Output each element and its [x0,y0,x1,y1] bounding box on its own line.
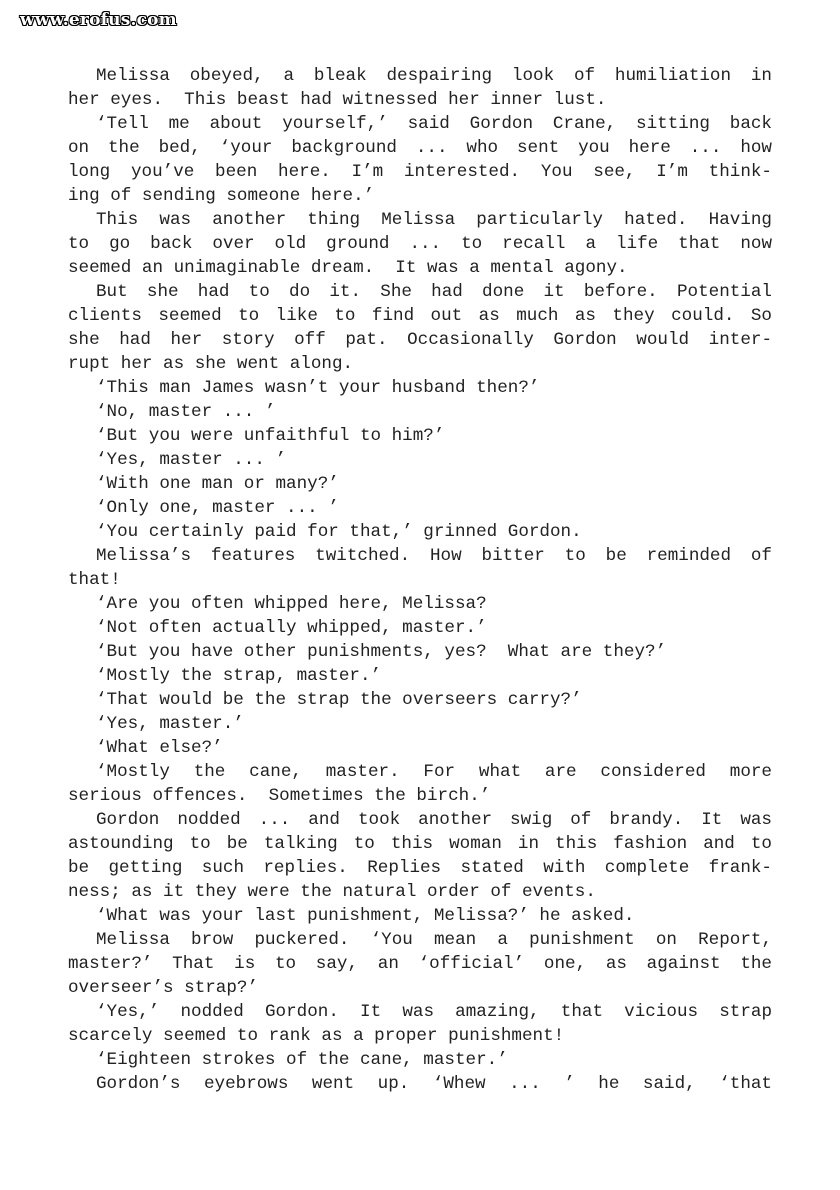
text-line: be getting such replies. Replies stated with complete frank- [68,858,772,878]
text-line: ‘Only one, master ... ’ [96,498,339,518]
text-line: scarcely seemed to rank as a proper punishment! [68,1026,565,1046]
text-line: ‘You certainly paid for that,’ grinned Gordon. [96,522,582,542]
text-line: long you’ve been here. I’m interested. You see, I’m think- [68,162,772,182]
text-line: Melissa’s features twitched. How bitter to be reminded of [96,546,772,566]
text-line: ‘Tell me about yourself,’ said Gordon Crane, sitting back [96,114,772,134]
site-watermark: www.erofus.com [20,10,177,30]
text-line: ‘But you have other punishments, yes? What are they?’ [96,642,667,662]
text-line: But she had to do it. She had done it before. Potential [96,282,772,302]
text-line: ‘Mostly the cane, master. For what are considered more [96,762,772,782]
text-line: serious offences. Sometimes the birch.’ [68,786,491,806]
text-line: rupt her as she went along. [68,354,354,374]
text-line: ‘Mostly the strap, master.’ [96,666,382,686]
text-line: ‘Not often actually whipped, master.’ [96,618,487,638]
text-line: ing of sending someone here.’ [68,186,375,206]
text-line: ‘This man James wasn’t your husband then?’ [96,378,540,398]
text-line: ‘No, master ... ’ [96,402,276,422]
text-line: ‘Yes, master ... ’ [96,450,287,470]
text-line: overseer’s strap?’ [68,978,259,998]
text-line: ‘Eighteen strokes of the cane, master.’ [96,1050,508,1070]
text-line: ‘Are you often whipped here, Melissa? [96,594,487,614]
text-line: master?’ That is to say, an ‘official’ one, as against the [68,954,772,974]
text-line: ‘That would be the strap the overseers carry?’ [96,690,582,710]
text-line: on the bed, ‘your background ... who sent you here ... how [68,138,772,158]
text-line: that! [68,570,121,590]
text-line: ‘But you were unfaithful to him?’ [96,426,445,446]
text-line: Gordon nodded ... and took another swig of brandy. It was [96,810,772,830]
text-line: Melissa brow puckered. ‘You mean a punishment on Report, [96,930,772,950]
text-line: ‘What else?’ [96,738,223,758]
text-line: This was another thing Melissa particularly hated. Having [96,210,772,230]
text-line: seemed an unimaginable dream. It was a mental agony. [68,258,628,278]
book-page-text [68,64,772,1096]
text-line: ness; as it they were the natural order of events. [68,882,596,902]
text-line: clients seemed to like to find out as much as they could. So [68,306,772,326]
text-line: Melissa obeyed, a bleak despairing look of humiliation in [96,66,772,86]
text-line: ‘What was your last punishment, Melissa?’ he asked. [96,906,635,926]
text-line: ‘Yes, master.’ [96,714,244,734]
text-line: she had her story off pat. Occasionally Gordon would inter- [68,330,772,350]
text-line: Gordon’s eyebrows went up. ‘Whew ... ’ he said, ‘that [96,1074,772,1094]
text-line: to go back over old ground ... to recall a life that now [68,234,772,254]
text-line: ‘Yes,’ nodded Gordon. It was amazing, that vicious strap [96,1002,772,1022]
text-line: her eyes. This beast had witnessed her inner lust. [68,90,607,110]
text-line: astounding to be talking to this woman in this fashion and to [68,834,772,854]
text-line: ‘With one man or many?’ [96,474,339,494]
